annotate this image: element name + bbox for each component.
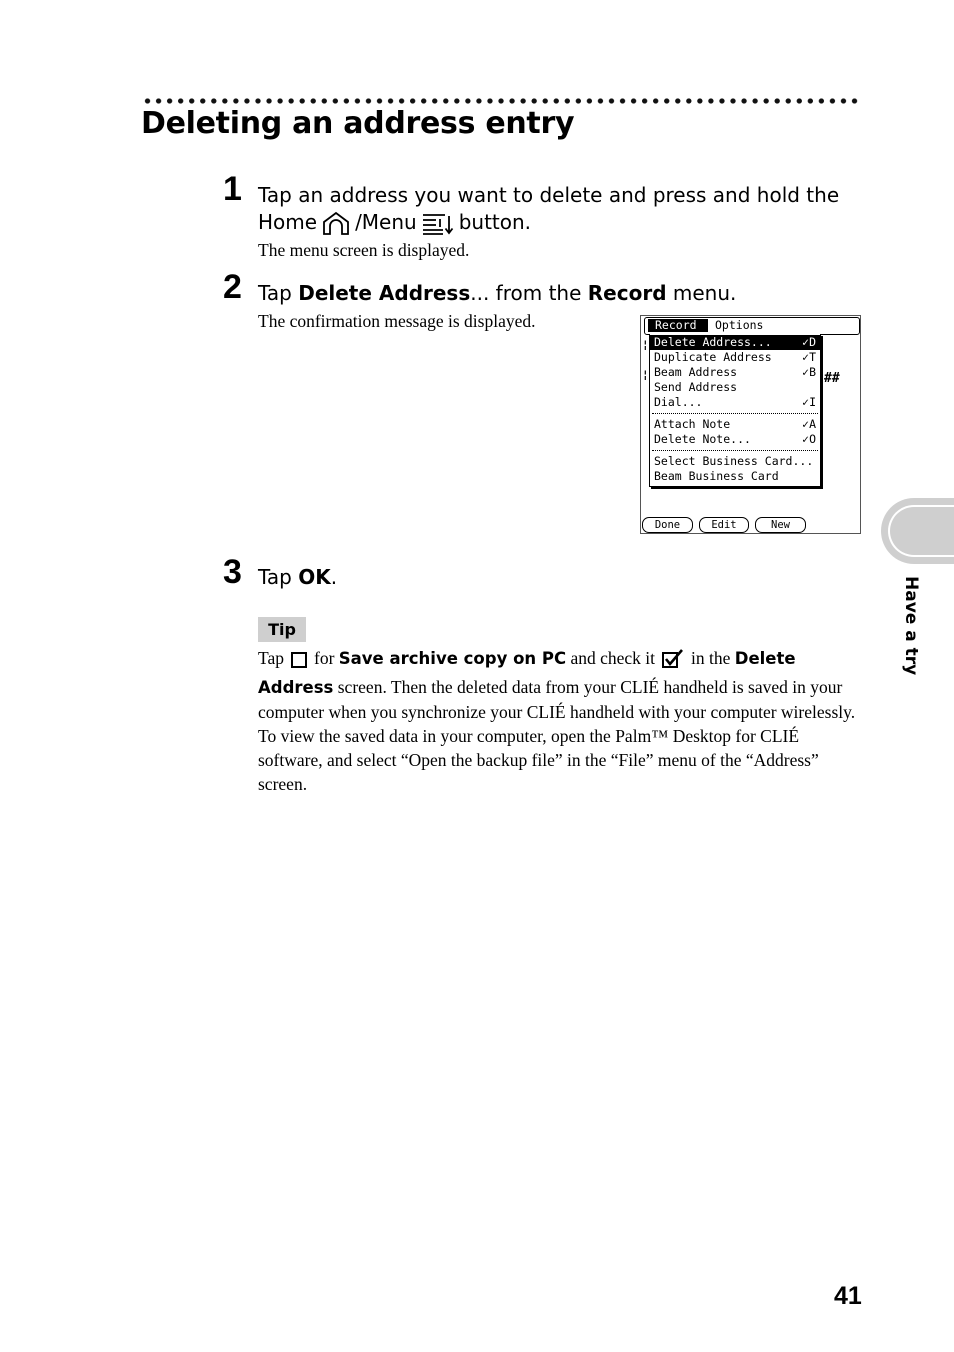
page-number: 41 (834, 1282, 862, 1310)
menu-item-duplicate-address[interactable]: Duplicate Address ✓T (654, 350, 816, 364)
menu-item-attach-note[interactable]: Attach Note ✓A (654, 417, 816, 431)
menu-record[interactable]: Record (648, 319, 708, 332)
tip-paragraph-2: To view the saved data in your computer, open the Palm™ Desktop for CLIÉ software, and select “Open the backup file” in the “File” menu of the “Address” screen. (258, 726, 819, 794)
background-text: ## (824, 371, 840, 386)
menu-item-delete-address[interactable]: Delete Address... ✓D (650, 335, 820, 350)
tip-badge: Tip (258, 617, 306, 642)
side-tab-label: Have a try (901, 576, 921, 676)
tip-text (258, 646, 866, 796)
checkbox-checked-icon (661, 649, 685, 675)
menu-options[interactable]: Options (715, 318, 764, 332)
done-button[interactable]: Done (642, 517, 693, 533)
palm-screen-screenshot: ¦ ¦ Record Options Delete Address... ✓D Duplicate Address ✓T Beam Address ✓B Send Address Dial... ✓I Attach Note ✓A Delete Note... ✓O Select Business Card... Beam Business Card ## Done Edit New (640, 315, 861, 534)
tip-paragraph-1: Tap for Save archive copy on PC and check it in the Delete Address screen. Then the deleted data from your CLIÉ handheld is saved in your computer when you synchronize your CLIÉ handheld with your computer wirelessly. (258, 648, 856, 722)
step-1-text (258, 182, 839, 242)
edit-button[interactable]: Edit (699, 517, 749, 533)
menu-separator (652, 450, 818, 451)
side-tab-outline (888, 505, 954, 557)
menu-item-beam-address[interactable]: Beam Address ✓B (654, 365, 816, 379)
menu-item-beam-business-card[interactable]: Beam Business Card (654, 469, 779, 483)
menu-item-dial[interactable]: Dial... ✓I (654, 395, 816, 409)
menu-item-send-address[interactable]: Send Address (654, 380, 738, 394)
step-2-note: The confirmation message is displayed. (258, 311, 536, 331)
new-button[interactable]: New (755, 517, 806, 533)
step-1-line-1: Tap an address you want to delete and press and hold the (258, 183, 840, 207)
menu-bar (644, 317, 860, 335)
step-2-text: Tap Delete Address... from the Record menu. (258, 281, 737, 305)
step-3-number: 3 (223, 553, 242, 591)
step-1-line-2: Home /Menu button. (258, 209, 839, 242)
menu-item-select-business-card[interactable]: Select Business Card... (654, 454, 814, 468)
dotted-rule (142, 97, 860, 105)
menu-separator (652, 413, 818, 414)
page-title: Deleting an address entry (141, 106, 575, 141)
checkbox-empty-icon (290, 651, 308, 675)
record-menu-dropdown (649, 334, 821, 487)
step-1-number: 1 (223, 170, 242, 208)
step-1-note: The menu screen is displayed. (258, 240, 470, 260)
menu-item-delete-note[interactable]: Delete Note... ✓O (654, 432, 816, 446)
step-3-text: Tap OK. (258, 565, 338, 589)
step-2-number: 2 (223, 268, 242, 306)
